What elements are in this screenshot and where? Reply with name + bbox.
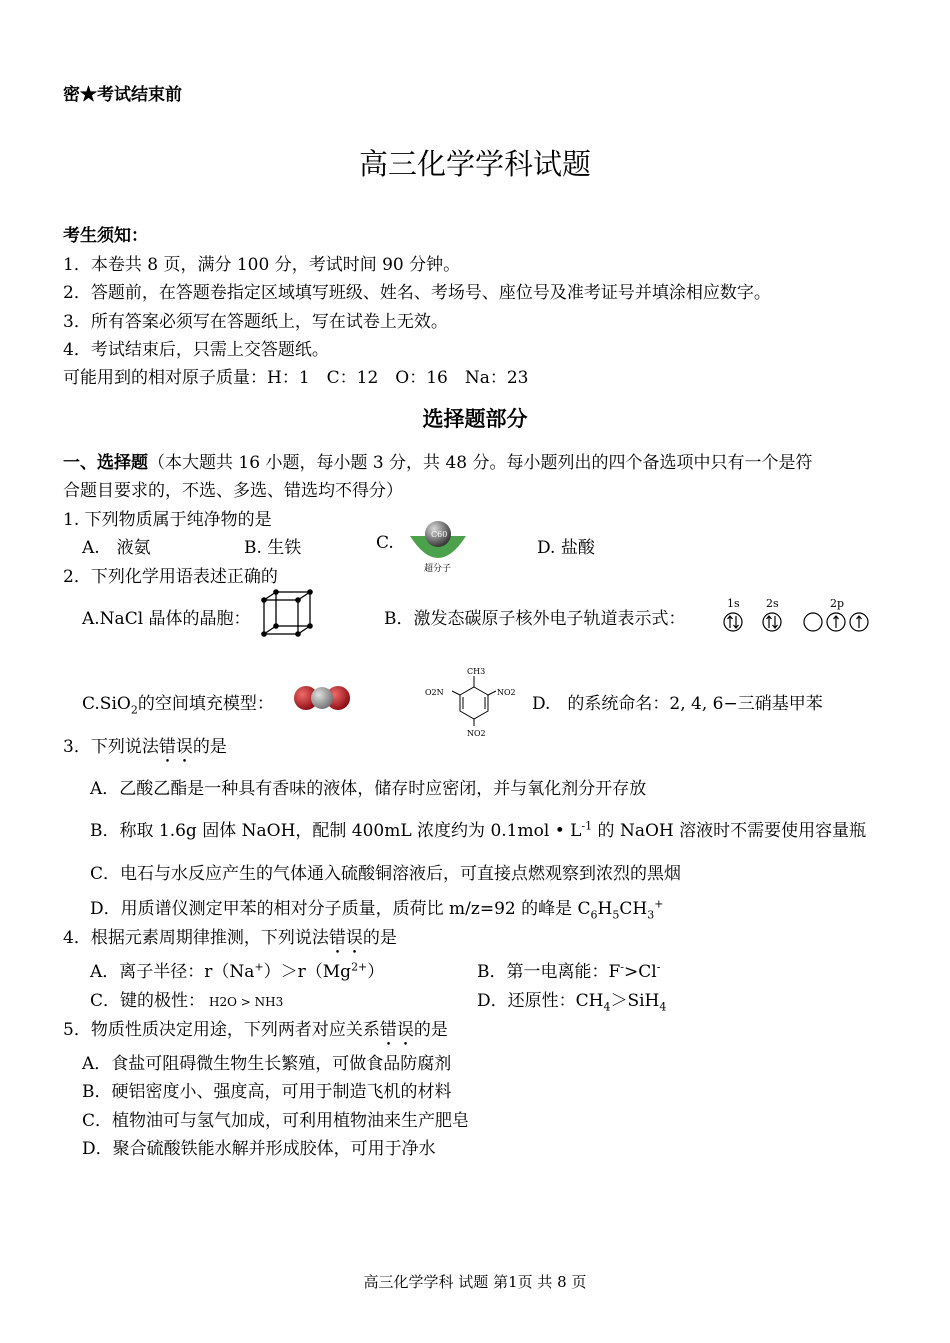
q5-option-a: A．食盐可阻碍微生物生长繁殖，可做食品防腐剂 xyxy=(82,1054,452,1074)
q3-option-c: C．电石与水反应产生的气体通入硫酸铜溶液后，可直接点燃观察到浓烈的黑烟 xyxy=(90,864,682,884)
part1-desc-line2: 合题目要求的，不选、多选、错选均不得分） xyxy=(63,481,403,501)
orbital-2s-label: 2s xyxy=(766,597,779,610)
q3-option-b: B．称取 1.6g 固体 NaOH，配制 400mL 浓度约为 0.1mol • $L^{-1}$ 的 NaOH 溶液时不需要使用容量瓶 xyxy=(90,819,867,841)
q1-option-a: A. 液氨 xyxy=(82,538,151,558)
no2-label: NO2 xyxy=(497,688,516,697)
question-1-stem: 1. 下列物质属于纯净物的是 xyxy=(63,510,272,530)
orbital-diagram-figure xyxy=(716,596,876,636)
question-4-stem: 4．根据元素周期律推测，下列说法错误的是 xyxy=(63,928,397,948)
ch3-label: CH3 xyxy=(467,667,486,676)
notice-item: 4．考试结束后，只需上交答题纸。 xyxy=(63,340,329,360)
question-2-stem: 2．下列化学用语表述正确的 xyxy=(63,567,278,587)
q1-option-d: D. 盐酸 xyxy=(537,538,595,558)
q3-option-a: A．乙酸乙酯是一种具有香味的液体，储存时应密闭，并与氧化剂分开存放 xyxy=(90,779,647,799)
question-3-stem: 3．下列说法错误的是 xyxy=(63,737,227,757)
orbital-box xyxy=(804,613,822,631)
no2-bottom-label: NO2 xyxy=(467,729,486,738)
nacl-unit-cell-figure xyxy=(258,588,318,638)
page-footer: 高三化学学科 试题 第1页 共 8 页 xyxy=(363,1273,587,1291)
q5-option-d: D．聚合硫酸铁能水解并形成胶体，可用于净水 xyxy=(82,1139,436,1159)
q2-option-d: D. 的系统命名：2, 4, 6−三硝基甲苯 xyxy=(532,694,823,714)
q1-option-b: B. 生铁 xyxy=(244,538,302,558)
atomic-mass-line: 可能用到的相对原子质量：H：1 C：12 O：16 Na：23 xyxy=(63,368,529,388)
q3-option-d: D．用质谱仪测定甲苯的相对分子质量，质荷比 m/z=92 的峰是 $C_6H_5CH_3^+$ xyxy=(90,897,664,922)
q1-option-c: C. xyxy=(376,533,394,553)
emphasis-mark: 错误 xyxy=(328,928,363,948)
o2n-label: O2N xyxy=(425,688,444,697)
part1-heading: 一、选择题 xyxy=(63,453,148,473)
h2o-nh3-formula: H2O > NH3 xyxy=(209,995,284,1009)
notice-heading: 考生须知： xyxy=(63,226,148,246)
sio2-space-filling-model xyxy=(294,683,352,713)
notice-item: 1．本卷共 8 页，满分 100 分，考试时间 90 分钟。 xyxy=(63,255,461,275)
orbital-2p-label: 2p xyxy=(830,597,845,610)
q5-option-c: C．植物油可与氢气加成，可利用植物油来生产肥皂 xyxy=(82,1111,470,1131)
q5-option-b: B．硬铝密度小、强度高，可用于制造飞机的材料 xyxy=(82,1082,452,1102)
q2-option-c: C.SiO$_2$的空间填充模型： xyxy=(82,694,274,717)
question-5-stem: 5．物质性质决定用途，下列两者对应关系错误的是 xyxy=(63,1020,448,1040)
q2-option-b: B．激发态碳原子核外电子轨道表示式： xyxy=(384,609,686,629)
c60-label: C60 xyxy=(431,530,448,539)
tnt-structure-figure xyxy=(422,665,522,741)
part1-desc-line1: 一、选择题（本大题共 16 小题，每小题 3 分，共 48 分。每小题列出的四个备选项中只有一个是符 xyxy=(63,453,813,473)
emphasis-mark: 错误 xyxy=(379,1020,414,1040)
secret-label: 密★考试结束前 xyxy=(63,85,182,105)
q2-option-a: A.NaCl 晶体的晶胞： xyxy=(82,609,251,629)
emphasis-mark: 错误 xyxy=(158,737,193,757)
notice-item: 3．所有答案必须写在答题纸上，写在试卷上无效。 xyxy=(63,312,448,332)
q4-option-c: C．键的极性： H2O > NH3 xyxy=(90,991,284,1011)
orbital-1s-label: 1s xyxy=(727,597,740,610)
orbital-box xyxy=(763,613,781,631)
notice-item: 2．答题前，在答题卷指定区域填写班级、姓名、考场号、座位号及准考证号并填涂相应数字。 xyxy=(63,283,771,303)
section-title: 选择题部分 xyxy=(422,406,528,431)
q4-option-d: D．还原性：$CH_4>SiH_4$ xyxy=(477,991,667,1014)
orbital-box xyxy=(724,613,742,631)
q4-option-b: B．第一电离能：F->Cl- xyxy=(477,960,661,982)
q4-option-a: A．离子半径：$r(Na^+)>r(Mg^{2+})$ xyxy=(90,960,385,982)
c60-caption: 超分子 xyxy=(424,564,452,574)
page-title: 高三化学学科试题 xyxy=(358,147,591,181)
c60-supramolecule-figure xyxy=(408,518,468,578)
